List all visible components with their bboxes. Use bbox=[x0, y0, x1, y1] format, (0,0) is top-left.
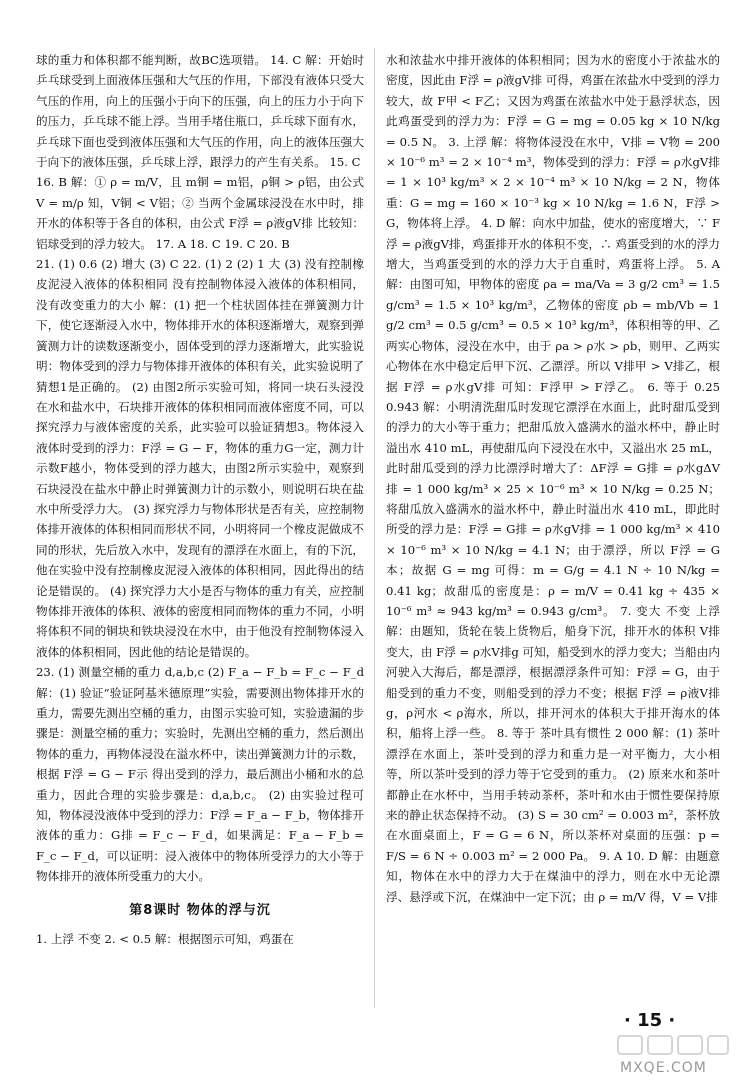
page-number: · 15 · bbox=[624, 1010, 676, 1031]
left-paragraph: 1. 上浮 不变 2. < 0.5 解：根据图示可知，鸡蛋在 bbox=[36, 932, 294, 947]
section-heading: 第8课时 物体的浮与沉 bbox=[129, 902, 271, 918]
right-paragraph: 水和浓盐水中排开液体的体积相同；因为水的密度小于浓盐水的密度，因此由 F浮 = ρ液gV排 可得，鸡蛋在浓盐水中受到的浮力较大，故 F甲 < F乙；又因为鸡蛋在浓盐水中处于悬浮状态，因此鸡蛋受到的浮力为：F浮 = G = mg = 0.05 kg × 10 N/kg = 0.5 N。 3. 上浮 解：将物体浸没在水中，V排 = V物 = 200 × 10⁻⁶ m³ = 2 × 10⁻⁴ m³，物体受到的浮力：F浮 = ρ水gV排 = 1 × 10³ kg/m³ × 2 × 10⁻⁴ m³ × 10 N/kg = 2 N，物体重：G = mg = 160 × 10⁻³ kg × 10 N/kg = 1.6 N，F浮 > G，物体将上浮。 4. D 解：向水中加盐，使水的密度增大，∵ F浮 = ρ液gV排，鸡蛋排开水的体积不变，∴ 鸡蛋受到的水的浮力增大，当鸡蛋受到的水的浮力大于自重时，鸡蛋将上浮。 5. A 解：由图可知，甲物体的密度 ρa = ma/Va = 3 g/2 cm³ = 1.5 g/cm³ = 1.5 × 10³ kg/m³，乙物体的密度 ρb = mb/Vb = 1 g/2 cm³ = 0.5 g/cm³ = 0.5 × 10³ kg/m³，体积相等的甲、乙两实心物体，浸没在水中，由于 ρa > ρ水 > ρb，则甲、乙两实心物体在水中稳定后甲下沉、乙漂浮。所以 V排甲 > V排乙，根据 F浮 = ρ水gV排 可知：F浮甲 > F浮乙。 6. 等于 0.25 0.943 解：小明清洗甜瓜时发现它漂浮在水面上，此时甜瓜受到的浮力的大小等于重力；把甜瓜放入盛满水的溢水杯中，静止时溢出水 410 mL，再使甜瓜向下浸没在水中，又溢出水 25 mL，此时甜瓜受到的浮力比漂浮时增大了：ΔF浮 = G排 = ρ水gΔV排 = 1 000 kg/m³ × 25 × 10⁻⁶ m³ × 10 N/kg = 0.25 N；将甜瓜放入盛满水的溢水杯中，静止时溢出水 410 mL，即此时所受的浮力是：F浮 = G排 = ρ水gV排 = 1 000 kg/m³ × 410 × 10⁻⁶ m³ × 10 N/kg = 4.1 N；由于漂浮，所以 F浮 = G本；故据 G = mg 可得：m = G/g = 4.1 N ÷ 10 N/kg = 0.41 kg；故甜瓜的密度是：ρ = m/V = 0.41 kg ÷ 435 × 10⁻⁶ m³ ≈ 943 kg/m³ = 0.943 g/cm³。 7. 变大 不变 上浮 解：由题知，货轮在装上货物后，船身下沉，排开水的体积 V排 变大，由 F浮 = ρ水V排g 可知，船受到水的浮力变大；当船由内河驶入大海后，都是漂浮，根据漂浮条件可知：F浮 = G，由于船受到的重力不变，则船受到的浮力不变；根据 F浮 = ρ液V排g，ρ河水 < ρ海水，所以，排开河水的体积大于排开海水的体积，船将上浮一些。 8. 等于 茶叶具有惯性 2 000 解：(1) 茶叶漂浮在水面上，茶叶受到的浮力和重力是一对平衡力，大小相等，所以茶叶受到的浮力等于它受到的重力。 (2) 原来水和茶叶都静止在水杯中，当用手转动茶杯，茶叶和水由于惯性要保持原来的静止状态保持不动。 (3) S = 30 cm² = 0.003 m²，茶杯放在水面桌面上，F = G = 6 N，所以茶杯对桌面的压强：p = F/S = 6 N ÷ 0.003 m² = 2 000 Pa。 9. A 10. D 解：由题意知，物体在水中的浮力大于在煤油中的浮力，则在水中无论漂浮、悬浮或下沉，在煤油中一定下沉；由 ρ = m/V 得，V = V排 bbox=[386, 53, 720, 904]
watermark-text: MXQE.COM bbox=[620, 1060, 707, 1076]
left-paragraph: 21. (1) 0.6 (2) 增大 (3) C 22. (1) 2 (2) 1 大 (3) 没有控制橡皮泥浸入液体的体积相同 没有控制物体浸入液体的体积相同，没有改变重力的大小 解：(1) 把一个柱状固体挂在弹簧测力计下，使它逐渐浸入水中，物体排开水的体积逐渐增大，观察到弹簧测力计的读数逐渐变小，固体受到的浮力逐渐增大，此实验说明：物体受到的浮力与物体排开液体的体积有关，此实验说明了猜想1是正确的。 (2) 由图2所示实验可知，将同一块石头浸没在水和盐水中，石块排开液体的体积相同而液体密度不同，可以探究浮力与液体密度的关系，此实验可以验证猜想3。物体浸入液体时受到的浮力：F浮 = G − F，物体的重力G一定，测力计示数F越小，物体受到的浮力越大，由图2所示实验中，观察到石块浸没在盐水中静止时弹簧测力计的示数小，则说明石块在盐水中所受浮力大。 (3) 探究浮力与物体形状是否有关，应控制物体排开液体的体积相同而形状不同，小明将同一个橡皮泥做成不同的形状，先后放入水中，发现有的漂浮在水面上，有的下沉，他在实验中没有控制橡皮泥浸入液体的体积相同，因此得出的结论是错误的。 (4) 探究浮力大小是否与物体的重力有关，应控制物体排开液体的体积、液体的密度相同而物体的重力不同，小明将体积不同的铜块和铁块浸没在水中，由于他没有控制物体浸入液体的体积相同，因此他的结论是错误的。 bbox=[36, 257, 364, 659]
left-paragraph: 16. B 解：① ρ = m/V，且 m铜 = m铝，ρ铜 > ρ铝，由公式 V = m/ρ 知，V铜 < V铝；② 当两个金属球浸没在水中时，排开水的体积等于各自的体积，由公式 F浮 = ρ液gV排 比较知：铝球受到的浮力较大。 17. A 18. C 19. C 20. B bbox=[36, 175, 364, 251]
left-column bbox=[36, 50, 364, 949]
left-paragraph: 球的重力和体积都不能判断，故BC选项错。 14. C 解：开始时乒乓球受到上面液体压强和大气压的作用，下部没有液体只受大气压的作用，向上的压强小于向下的压强，向上的压力小于向下的压力，乒乓球不能上浮。当用手堵住瓶口，乒乓球下面有水，乒乓球下面也受到液体压强和大气压的作用，向上的液体压强大于向下的液体压强，乒乓球上浮，跟浮力的产生有关系。 15. C bbox=[36, 53, 364, 170]
column-divider bbox=[374, 48, 375, 1008]
right-column bbox=[386, 50, 720, 907]
left-paragraph: 23. (1) 测量空桶的重力 d,a,b,c (2) F_a − F_b = F_c − F_d 解：(1) 验证“验证阿基米德原理”实验，需要测出物体排开水的重力，需要先测出空桶的重力，由图示实验可知，实验遗漏的步骤是：测量空桶的重力；实验时，先测出空桶的重力，然后测出物体的重力，再物体浸没在溢水杯中，读出弹簧测力计的示数，根据 F浮 = G − F示 得出受到的浮力，最后测出小桶和水的总重力，因此合理的实验步骤是：d,a,b,c。 (2) 由实验过程可知，物体浸没液体中受到的浮力：F浮 = F_a − F_b，物体排开液体的重力：G排 = F_c − F_d，如果满足：F_a − F_b = F_c − F_d，可以证明：浸入液体中的物体所受浮力的大小等于物体排开的液体所受重力的大小。 bbox=[36, 665, 364, 884]
